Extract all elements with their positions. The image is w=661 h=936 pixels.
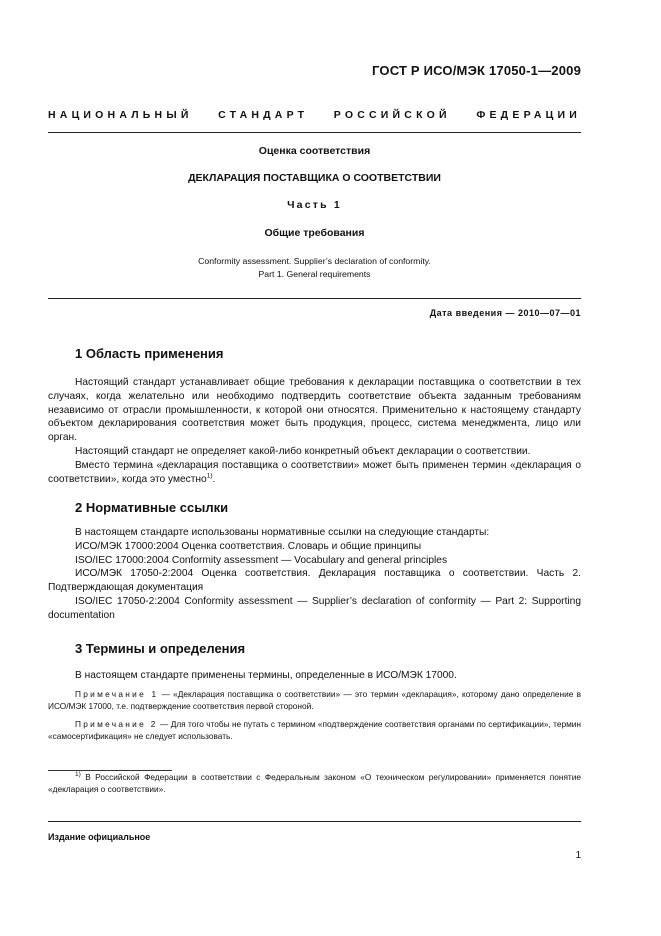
reference-item: ИСО/МЭК 17000:2004 Оценка соответствия. Словарь и общие принципы (75, 540, 422, 552)
title-line-2: ДЕКЛАРАЦИЯ ПОСТАВЩИКА О СООТВЕТСТВИИ (188, 172, 441, 184)
footnote-text: В Российской Федерации в соответствии с Федеральным законом «О техническом регулировании» применяется понятие «декларация о соответствии». (48, 772, 581, 794)
paragraph: В настоящем стандарте использованы нормативные ссылки на следующие стандарты: (75, 527, 490, 538)
document-code: ГОСТ Р ИСО/МЭК 17050-1—2009 (372, 63, 581, 78)
reference-item: ISO/IEC 17050-2:2004 Conformity assessment — Supplier’s declaration of conformity — Part 2: Supporting documentation (48, 595, 581, 621)
paragraph: Настоящий стандарт устанавливает общие требования к декларации поставщика о соответствии в тех случаях, когда желательно или необходимо подтвердить соответствие объекта заданным требованиям независимо от отрасли промышленности, к которой они относятся. Применительно к настоящему стандарту объектом декларирования соответствия может быть продукция, процесс, система менеджмента, лицо или орган. (48, 377, 581, 444)
subtitle: Общие требования (264, 227, 365, 239)
bottom-divider (48, 821, 581, 822)
section-2-body (48, 526, 581, 623)
section-3-intro (48, 669, 581, 683)
page-number: 1 (575, 850, 581, 861)
reference-item: ИСО/МЭК 17050-2:2004 Оценка соответствия. Декларация поставщика о соответствии. Часть 2. Подтверждающая документация (48, 568, 581, 594)
paragraph: Настоящий стандарт не определяет какой-либо конкретный объект декларации о соответствии. (75, 445, 531, 457)
reference-item: ISO/IEC 17000:2004 Conformity assessment — Vocabulary and general principles (75, 554, 448, 566)
footnote (48, 771, 581, 795)
section-2-heading: 2 Нормативные ссылки (75, 500, 229, 515)
section-1-body (48, 376, 581, 486)
note-label: Примечание 2 (75, 719, 158, 729)
section-1-heading: 1 Область применения (75, 346, 224, 361)
english-title-line-2: Part 1. General requirements (258, 268, 371, 279)
part-title: Часть 1 (287, 199, 342, 211)
section-3-heading: 3 Термины и определения (75, 641, 246, 656)
title-line-1: Оценка соответствия (258, 145, 371, 157)
note-text: — Для того чтобы не путать с термином «подтверждение соответствия органами по сертификации», термин «самосертификация» не следует использовать. (48, 719, 581, 741)
note-1 (48, 688, 581, 712)
note-label: Примечание 1 (75, 689, 159, 699)
national-standard-banner: НАЦИОНАЛЬНЫЙ СТАНДАРТ РОССИЙСКОЙ ФЕДЕРАЦИИ (48, 109, 581, 121)
english-title-line-1: Conformity assessment. Supplier’s declaration of conformity. (198, 256, 431, 266)
intro-date: Дата введения — 2010—07—01 (429, 308, 581, 318)
title-divider (48, 298, 581, 299)
footnote-ref: 1) (206, 472, 213, 480)
english-title (48, 255, 581, 280)
note-2 (48, 718, 581, 742)
paragraph: Вместо термина «декларация поставщика о соответствии» может быть применен термин «декларация о соответствии», когда это уместно$^{1)}$. (48, 459, 581, 485)
top-divider (48, 132, 581, 133)
paragraph: В настоящем стандарте применены термины, определенные в ИСО/МЭК 17000. (75, 670, 457, 681)
edition-label: Издание официальное (48, 832, 151, 842)
note-text: — «Декларация поставщика о соответствии» — это термин «декларация», которому дано определение в ИСО/МЭК 17000, т.е. подтверждение соответствия первой стороной. (48, 689, 581, 711)
footnote-marker: 1) (75, 771, 81, 779)
